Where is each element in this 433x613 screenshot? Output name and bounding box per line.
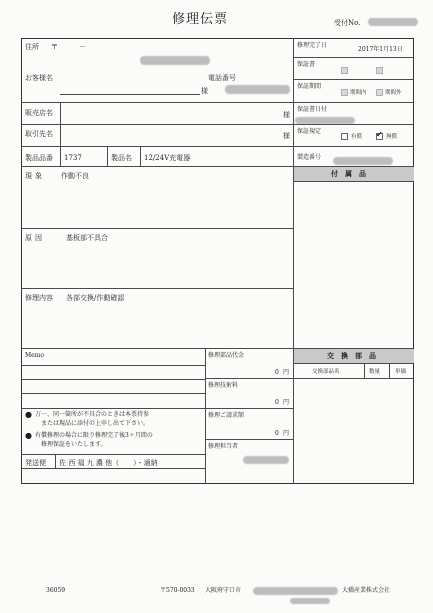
- row-line: [293, 181, 414, 182]
- warranty-card-label: 保証書: [297, 61, 316, 68]
- memo-divider: [205, 348, 206, 484]
- memo-line: [21, 365, 205, 366]
- billing-value: 0: [275, 430, 279, 437]
- accessories-header: 付 属 品: [331, 169, 366, 178]
- exchange-col-qty: 数量: [369, 369, 381, 375]
- footer-redacted-2: [290, 598, 330, 604]
- note1-line1: 万一、同一箇所が不具合のときは本票持参: [35, 411, 150, 418]
- billing-label: 修理ご請求額: [208, 412, 245, 419]
- exchange-col-price: 単価: [395, 369, 407, 375]
- product-divider: [140, 146, 141, 166]
- memo-label: Memo: [25, 352, 44, 359]
- dealer-sama: 様: [283, 111, 290, 119]
- supplier-divider: [60, 124, 61, 146]
- footer-company: 大橋産業株式会社: [342, 587, 391, 594]
- exchange-col-part: 交換部品名: [312, 369, 340, 375]
- customer-name-label: お客様名: [25, 74, 53, 82]
- row-line: [205, 408, 293, 409]
- product-name-value: 12/24V充電器: [144, 154, 191, 162]
- address-label: 住所: [25, 43, 39, 51]
- exchange-col-divider: [389, 363, 390, 378]
- warranty-date-label: 保証書日付: [297, 106, 328, 113]
- row-line: [293, 363, 414, 364]
- row-line: [21, 288, 293, 289]
- product-name-label: 製品名: [111, 154, 132, 162]
- row-line: [21, 468, 205, 469]
- tech-fee-yen: 円: [283, 399, 290, 406]
- paid-checkbox[interactable]: [341, 133, 348, 140]
- row-line: [21, 454, 205, 455]
- repair-label: 修理内容: [25, 294, 53, 302]
- footer-address: 大阪府守口市: [205, 587, 242, 594]
- product-divider: [60, 146, 61, 166]
- row-line: [21, 228, 293, 229]
- memo-line: [21, 393, 205, 394]
- footer-address-redacted: [253, 587, 338, 595]
- shipping-value: 佐 西 福 九 濃 他（ ）・通納: [59, 459, 158, 467]
- receipt-number-redacted: [368, 18, 418, 26]
- memo-line: [21, 379, 205, 380]
- note-bullet: ●: [25, 431, 32, 440]
- tech-fee-value: 0: [275, 399, 279, 406]
- completion-date: 2017年1月13日: [358, 46, 403, 53]
- warranty-rule-label: 保証規定: [297, 128, 322, 135]
- shipping-label: 発送便: [25, 459, 46, 467]
- dealer-divider: [60, 102, 61, 124]
- postal-mark: 〒: [51, 43, 58, 51]
- exchange-col-divider: [364, 363, 365, 378]
- paid-label: 有償: [351, 134, 363, 140]
- row-line: [293, 124, 414, 125]
- row-line: [21, 146, 293, 147]
- phone-label: 電話番号: [208, 74, 236, 82]
- note2-line1: 有償修理の場合に限り修理完了後3ヶ月間の: [35, 432, 153, 439]
- within-period-checkbox[interactable]: [341, 89, 348, 96]
- cause-label: 原因: [25, 234, 45, 242]
- receipt-label: 受付No.: [334, 19, 361, 27]
- customer-underline: [60, 94, 200, 95]
- parts-cost-yen: 円: [283, 369, 290, 376]
- shipping-divider: [55, 454, 56, 468]
- customer-sama: 様: [201, 87, 208, 95]
- page-title: 修理伝票: [172, 12, 229, 27]
- serial-label: 製造番号: [297, 154, 322, 161]
- exchange-header: 交 換 部 品: [327, 351, 376, 360]
- note1-line2: または現品に添付の上申し出て下さい。: [41, 420, 150, 427]
- outside-period-checkbox[interactable]: [376, 89, 383, 96]
- cause-value: 基板部不具合: [66, 234, 108, 242]
- person-redacted: [243, 456, 289, 464]
- within-period-label: 期間内: [350, 90, 367, 96]
- note-bullet: ●: [25, 410, 32, 419]
- footer-postal: 〒570-0033: [160, 587, 195, 594]
- product-divider: [107, 146, 108, 166]
- row-line: [21, 102, 293, 103]
- row-line: [293, 378, 414, 379]
- postal-dash: －: [79, 43, 86, 51]
- product-code-value: 1737: [64, 154, 82, 162]
- row-line: [293, 79, 414, 80]
- symptom-value: 作動不良: [61, 172, 89, 180]
- row-line: [21, 166, 293, 167]
- note2-line2: 修理保証をいたします。: [41, 441, 107, 448]
- symptom-label: 現象: [25, 172, 45, 180]
- free-label: 無償: [386, 134, 398, 140]
- completion-label: 修理完了日: [297, 42, 328, 49]
- product-code-label: 製品品番: [25, 154, 53, 162]
- row-line: [205, 378, 293, 379]
- row-line: [293, 146, 414, 147]
- phone-redacted: [225, 85, 290, 94]
- billing-yen: 円: [283, 430, 290, 437]
- supplier-sama: 様: [283, 132, 290, 140]
- memo-line: [21, 408, 205, 409]
- row-line: [21, 124, 293, 125]
- warranty-card-checkbox-2[interactable]: [376, 67, 383, 74]
- tech-fee-label: 修理技術料: [208, 382, 239, 389]
- outside-period-label: 期間外: [385, 90, 402, 96]
- free-checkmark: ✔: [376, 130, 383, 139]
- repair-value: 各部交換/作動確認: [66, 294, 125, 302]
- serial-redacted: [333, 157, 393, 165]
- supplier-label: 取引先名: [25, 130, 53, 138]
- parts-cost-value: 0: [275, 369, 279, 376]
- row-line: [205, 439, 293, 440]
- person-label: 修理担当者: [208, 443, 239, 450]
- parts-cost-label: 修理部品代金: [208, 352, 245, 359]
- address-redacted: [140, 56, 210, 65]
- footer-number: 36059: [46, 587, 66, 594]
- row-line: [293, 102, 414, 103]
- row-line: [293, 57, 414, 58]
- warranty-date-redacted: [295, 117, 355, 124]
- warranty-card-checkbox-1[interactable]: [341, 67, 348, 74]
- dealer-label: 販売店名: [25, 109, 53, 117]
- column-divider: [293, 38, 294, 484]
- warranty-period-label: 保証期間: [297, 83, 322, 90]
